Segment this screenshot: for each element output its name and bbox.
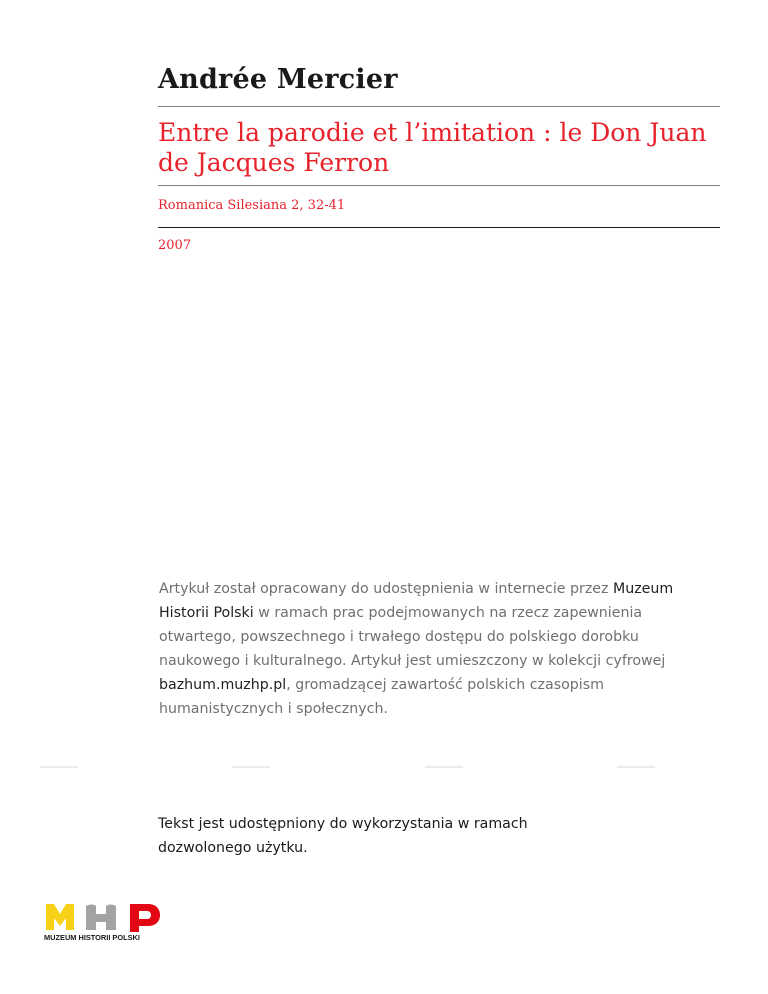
faint-mark bbox=[232, 766, 270, 768]
notice-text-1: Artykuł został opracowany do udostępnienia w internecie przez bbox=[159, 581, 613, 597]
license-notice: Tekst jest udostępniony do wykorzystania w ramach dozwolonego użytku. bbox=[158, 816, 528, 856]
logo-letter-m bbox=[46, 904, 74, 930]
divider-top bbox=[158, 106, 720, 107]
notice-text-3: , gromadzącej zawartość polskich czasopism humanistycznych i społecznych. bbox=[159, 677, 604, 717]
logo-caption: MUZEUM HISTORII POLSKI bbox=[44, 933, 140, 942]
logo-letter-h bbox=[86, 905, 116, 931]
logo-letter-p bbox=[130, 904, 160, 932]
bazhum-link[interactable]: bazhum.muzhp.pl bbox=[159, 677, 287, 693]
author-name: Andrée Mercier bbox=[158, 64, 398, 95]
museum-name: Muzeum Historii Polski bbox=[159, 581, 674, 621]
divider-bottom bbox=[158, 227, 720, 228]
faint-mark bbox=[40, 766, 78, 768]
source-citation: Romanica Silesiana 2, 32-41 bbox=[158, 198, 346, 213]
faint-mark bbox=[425, 766, 463, 768]
article-title: Entre la parodie et l’imitation : le Don Juan de Jacques Ferron bbox=[158, 118, 707, 177]
divider-middle bbox=[158, 185, 720, 186]
notice-text-2: w ramach prac podejmowanych na rzecz zapewnienia otwartego, powszechnego i trwałego dostępu do polskiego dorobku naukowego i kulturalnego. Artykuł jest umieszczony w kolekcji cyfrowej bbox=[159, 605, 666, 669]
faint-mark bbox=[617, 766, 655, 768]
availability-notice bbox=[159, 577, 719, 721]
publication-year: 2007 bbox=[158, 238, 192, 253]
